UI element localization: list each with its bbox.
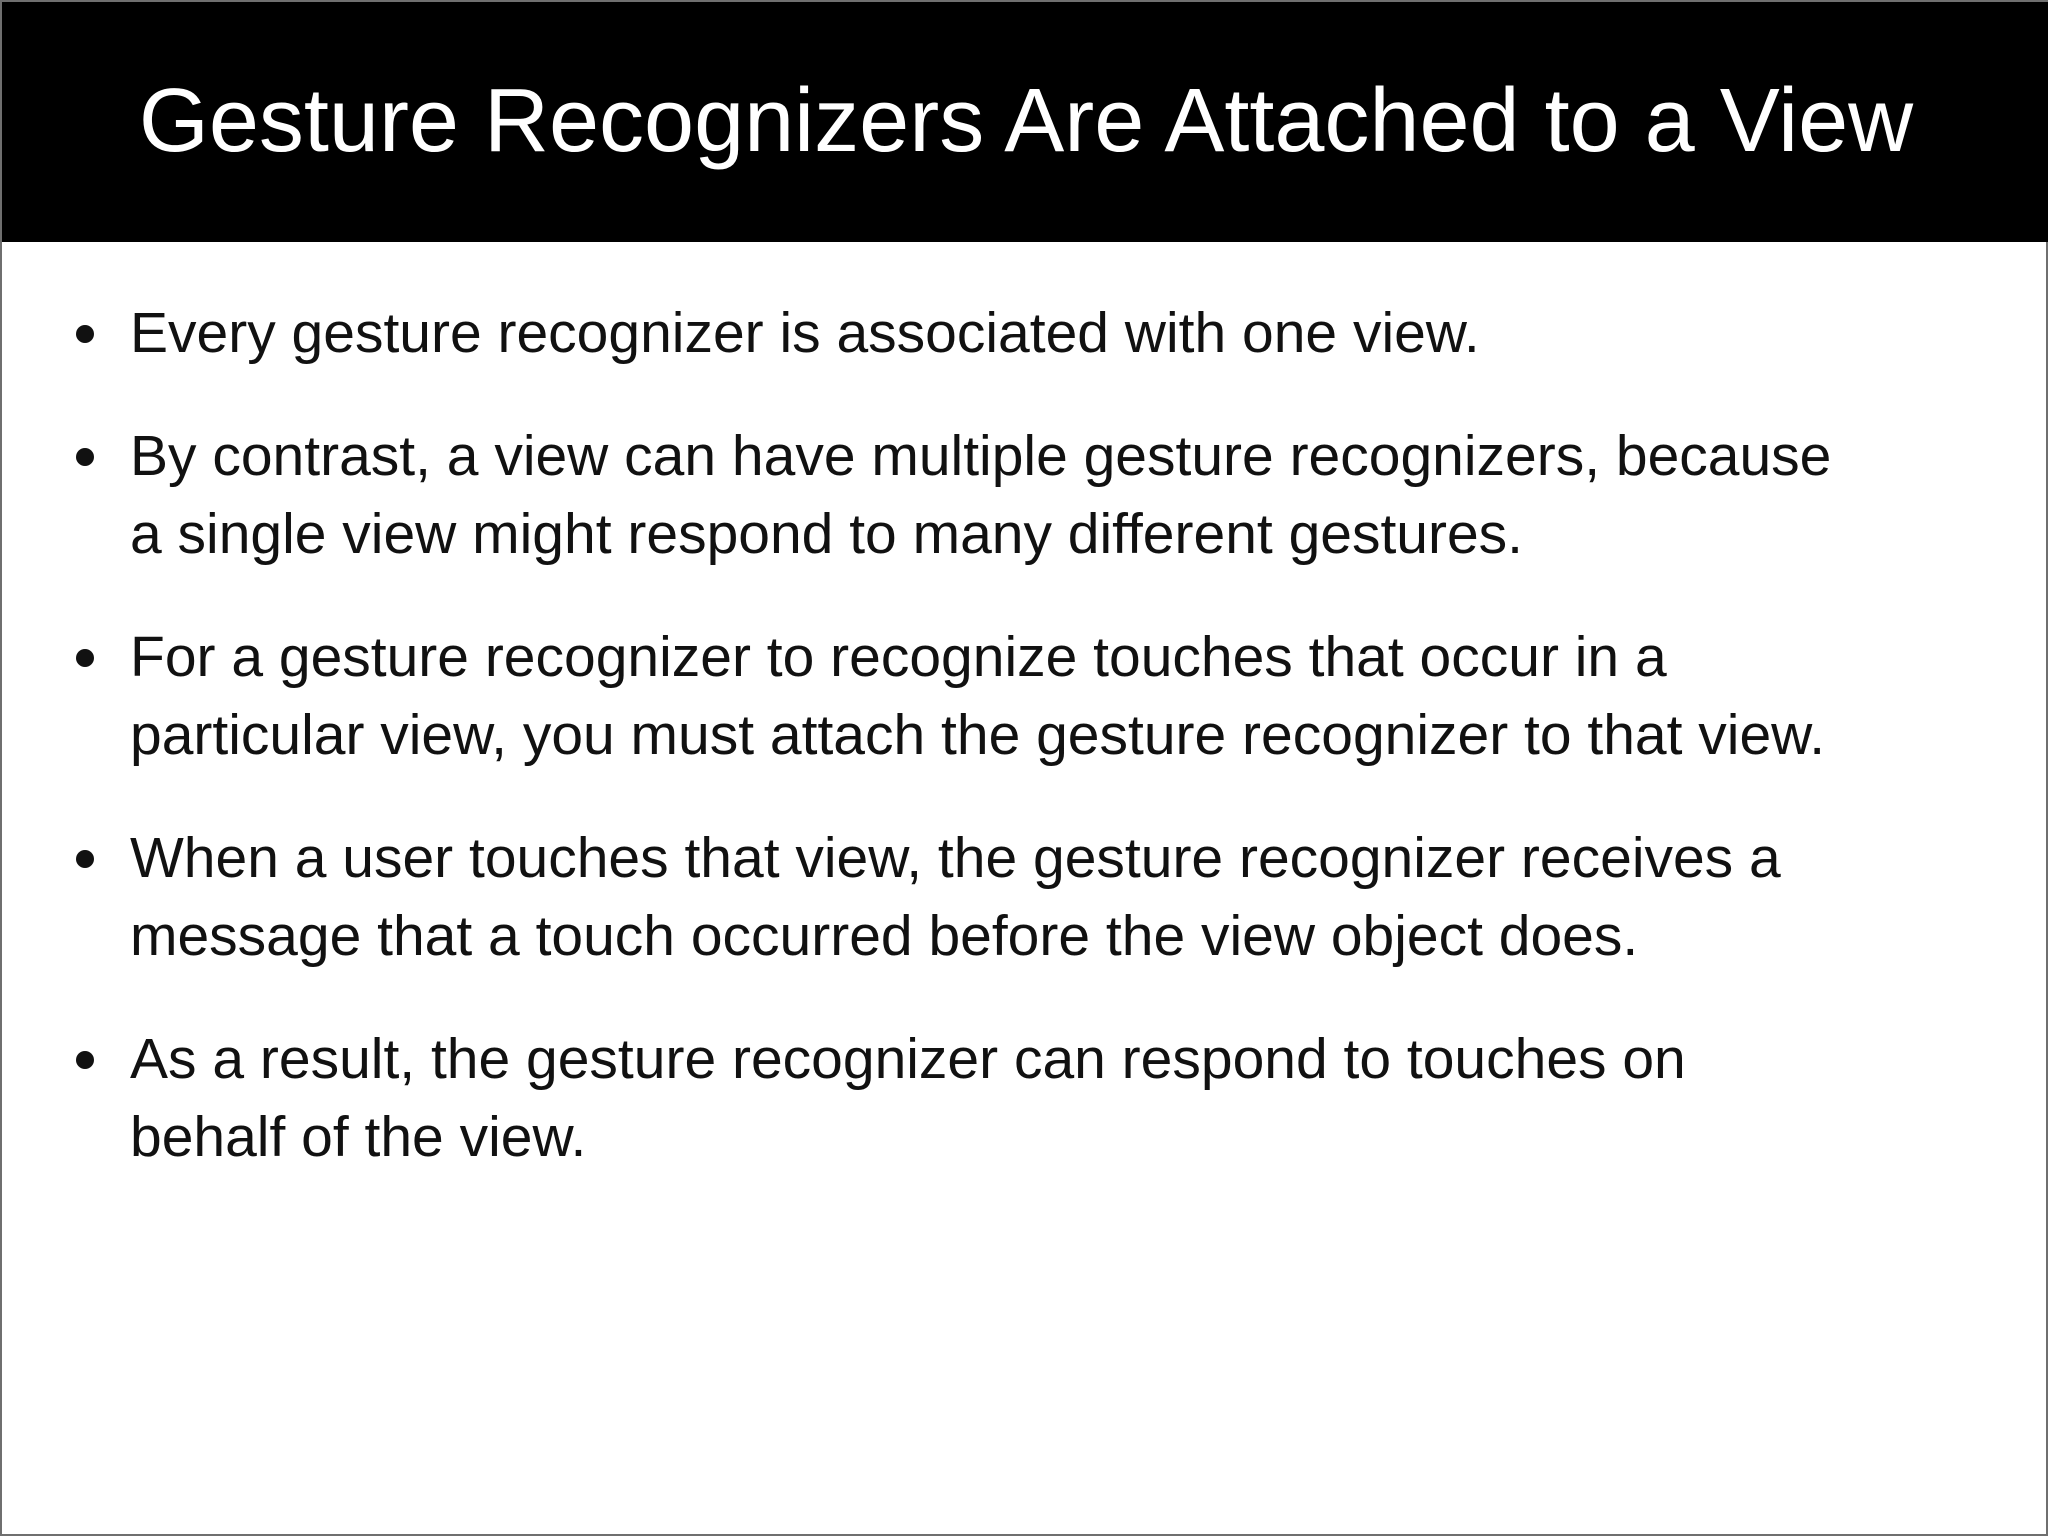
bullet-item xyxy=(72,1020,1992,1176)
bullet-line: message that a touch occurred before the view object does. xyxy=(130,904,1639,968)
bullet-line: When a user touches that view, the gesture recognizer receives a xyxy=(130,826,1781,890)
bullet-text xyxy=(130,294,1992,372)
title-bar xyxy=(2,2,2048,242)
bullet-dot-icon xyxy=(76,649,94,667)
slide-title: Gesture Recognizers Are Attached to a View xyxy=(138,71,1914,171)
bullet-text xyxy=(130,819,1992,975)
bullet-dot-icon xyxy=(76,850,94,868)
bullet-text xyxy=(130,417,1992,573)
bullet-line: a single view might respond to many different gestures. xyxy=(130,502,1524,566)
bullet-dot-icon xyxy=(76,325,94,343)
bullet-list xyxy=(72,294,1992,1221)
bullet-item xyxy=(72,618,1992,774)
bullet-text xyxy=(130,618,1992,774)
bullet-line: particular view, you must attach the gesture recognizer to that view. xyxy=(130,703,1826,767)
bullet-item xyxy=(72,417,1992,573)
bullet-line: For a gesture recognizer to recognize touches that occur in a xyxy=(130,625,1667,689)
bullet-text xyxy=(130,1020,1992,1176)
bullet-line: Every gesture recognizer is associated with one view. xyxy=(130,301,1480,365)
bullet-line: By contrast, a view can have multiple gesture recognizers, because xyxy=(130,424,1832,488)
bullet-item xyxy=(72,819,1992,975)
bullet-dot-icon xyxy=(76,448,94,466)
bullet-dot-icon xyxy=(76,1051,94,1069)
bullet-line: behalf of the view. xyxy=(130,1105,587,1169)
bullet-line: As a result, the gesture recognizer can respond to touches on xyxy=(130,1027,1686,1091)
bullet-item xyxy=(72,294,1992,372)
